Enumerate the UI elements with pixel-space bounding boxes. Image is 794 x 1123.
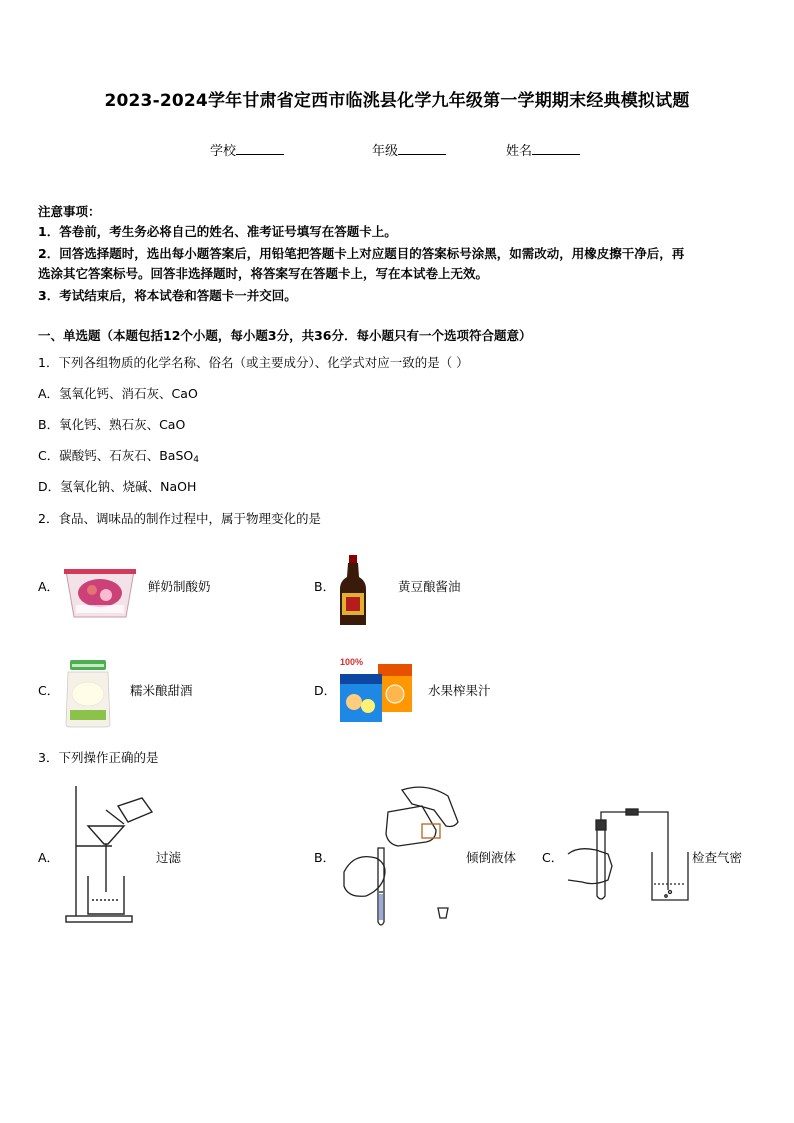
q2-option-d-letter: D．: [314, 683, 337, 698]
q3-option-b-letter: B．: [314, 850, 336, 865]
q3-option-b-text: 倾倒液体: [466, 850, 517, 865]
grade-field: [372, 140, 446, 159]
rice-wine-jar-icon: [64, 660, 112, 728]
school-label: 学校: [210, 144, 237, 159]
q1-option-a: A．氢氧化钙、消石灰、CaO: [38, 386, 198, 401]
q1-option-c: C．碳酸钙、石灰石、BaSO$_4$: [38, 448, 199, 465]
school-blank[interactable]: [236, 142, 284, 155]
q1-option-d: D．氢氧化钠、烧碱、NaOH: [38, 479, 197, 494]
q3-option-c-letter: C．: [542, 850, 564, 865]
q2-option-a-text: 鲜奶制酸奶: [148, 579, 211, 594]
yogurt-cup-icon: [62, 565, 138, 621]
juice-boxes-icon: [338, 656, 418, 726]
airtightness-check-icon: [566, 806, 696, 906]
soy-sauce-bottle-icon: [338, 555, 368, 627]
q2-option-a-letter: A．: [38, 579, 60, 594]
q2-option-d-text: 水果榨果汁: [428, 683, 491, 698]
name-label: 姓名: [506, 144, 533, 159]
name-blank[interactable]: [532, 142, 580, 155]
section-heading: 一、单选题（本题包括12个小题，每小题3分，共36分．每小题只有一个选项符合题意）: [38, 328, 532, 343]
q3-option-a-letter: A．: [38, 850, 60, 865]
filtration-apparatus-icon: [62, 784, 158, 926]
q2-option-b-letter: B．: [314, 579, 336, 594]
q1-stem: 1．下列各组物质的化学名称、俗名（或主要成分）、化学式对应一致的是（ ）: [38, 355, 469, 370]
grade-blank[interactable]: [398, 142, 446, 155]
pouring-liquid-icon: [336, 782, 466, 928]
notice-item-2: 2．回答选择题时，选出每小题答案后，用铅笔把答题卡上对应题目的答案标号涂黑，如需改动，用橡皮擦干净后，再: [38, 246, 685, 261]
q2-option-c-letter: C．: [38, 683, 60, 698]
notice-item-1: 1．答卷前，考生务必将自己的姓名、准考证号填写在答题卡上。: [38, 224, 397, 239]
notice-item-3: 3．考试结束后，将本试卷和答题卡一并交回。: [38, 288, 297, 303]
juice-label: 100%: [340, 657, 364, 667]
q2-stem: 2．食品、调味品的制作过程中，属于物理变化的是: [38, 511, 321, 526]
q3-stem: 3．下列操作正确的是: [38, 750, 159, 765]
q1-option-b: B．氧化钙、熟石灰、CaO: [38, 417, 186, 432]
q3-option-a-text: 过滤: [156, 850, 182, 865]
notice-item-2-cont: 选涂其它答案标号。回答非选择题时，将答案写在答题卡上，写在本试卷上无效。: [38, 266, 489, 281]
q3-option-c-text: 检查气密: [692, 850, 743, 865]
page-title: 2023-2024学年甘肃省定西市临洮县化学九年级第一学期期末经典模拟试题: [104, 91, 690, 111]
q2-option-c-text: 糯米酿甜酒: [130, 683, 193, 698]
school-field: [210, 140, 284, 159]
grade-label: 年级: [372, 144, 399, 159]
name-field: [506, 140, 580, 159]
notice-heading: 注意事项：: [38, 204, 101, 219]
q2-option-b-text: 黄豆酿酱油: [398, 579, 461, 594]
